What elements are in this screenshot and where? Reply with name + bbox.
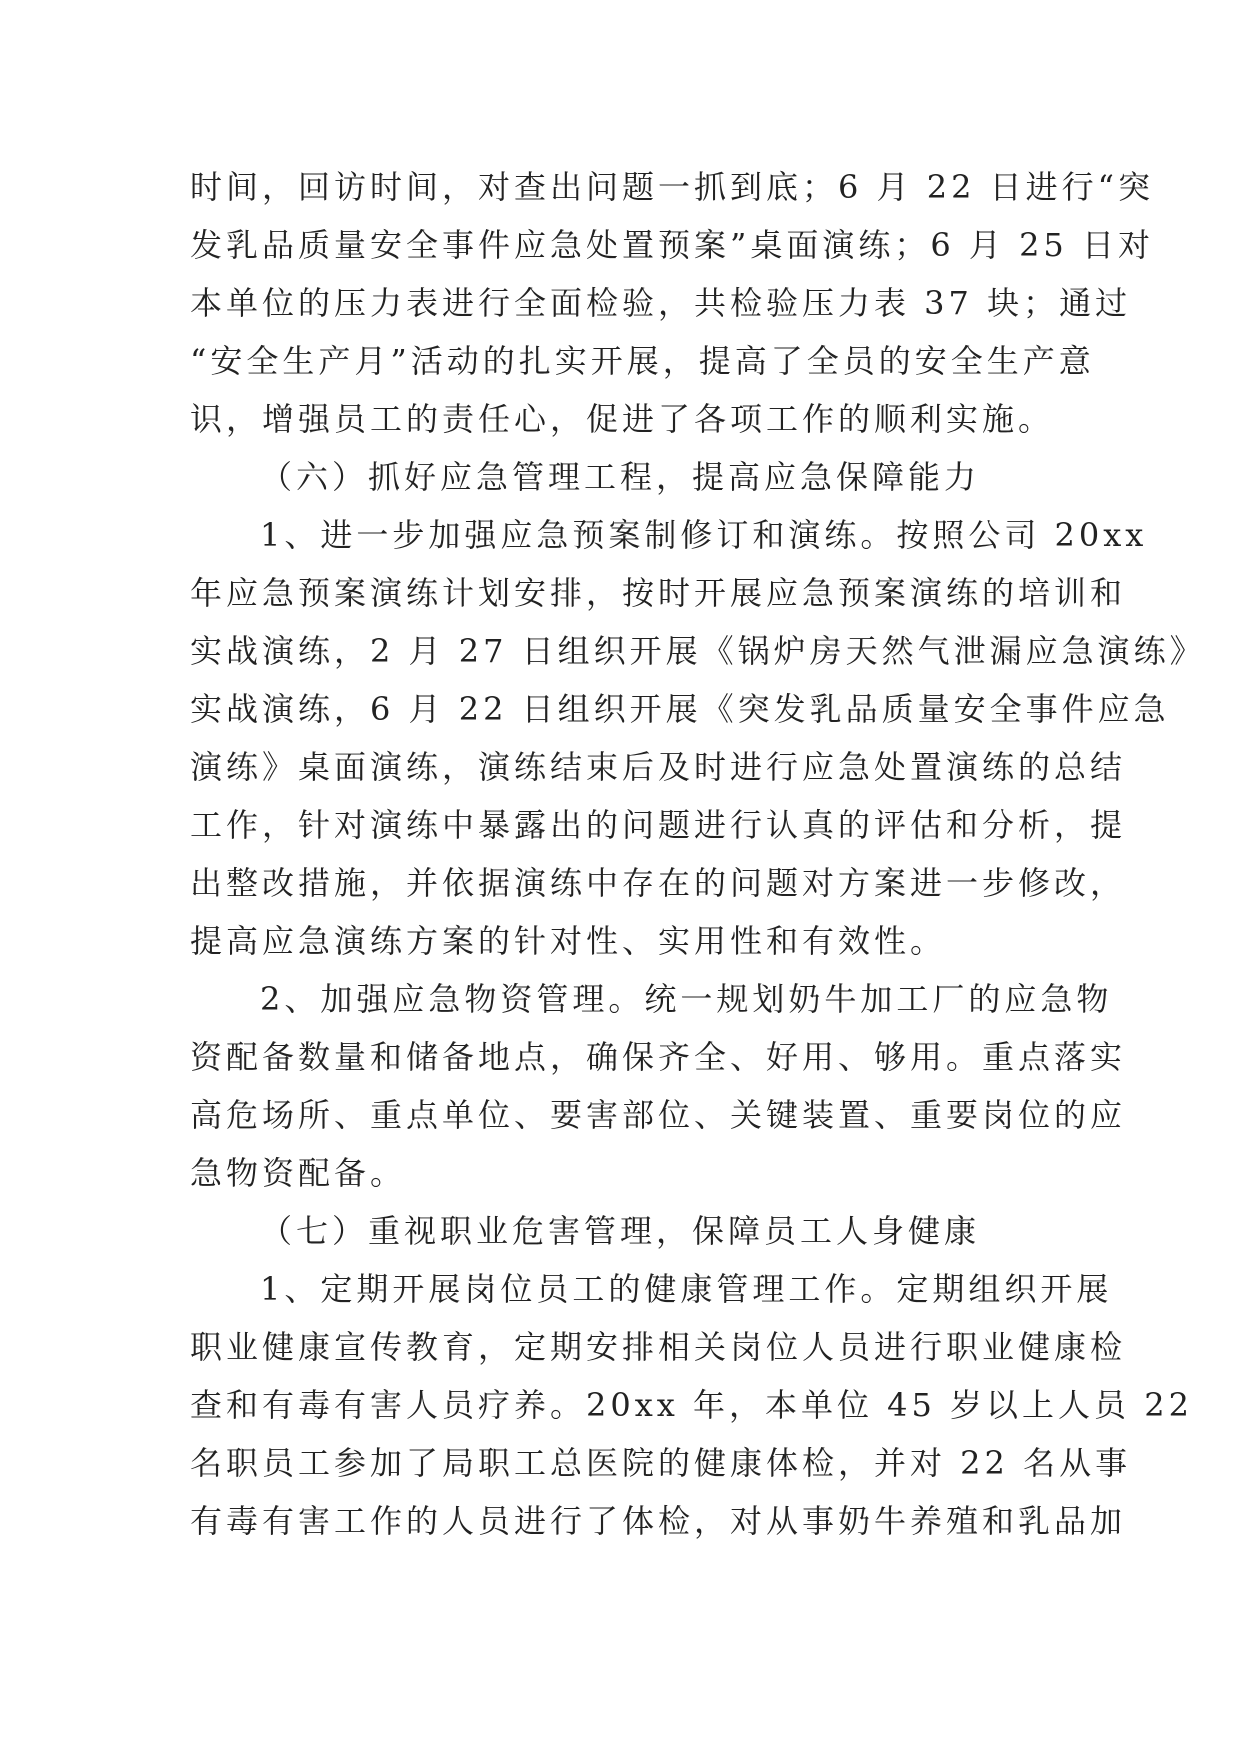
- paragraph-line: 1、定期开展岗位员工的健康管理工作。定期组织开展: [260, 1270, 1113, 1308]
- paragraph-line: 本单位的压力表进行全面检验，共检验压力表 37 块；通过: [190, 284, 1132, 322]
- paragraph-line: 发乳品质量安全事件应急处置预案”桌面演练；6 月 25 日对: [190, 226, 1154, 264]
- document-body: [190, 158, 1206, 1550]
- paragraph-line: 时间，回访时间，对查出问题一抓到底；6 月 22 日进行“突: [190, 168, 1154, 206]
- paragraph-line: 资配备数量和储备地点，确保齐全、好用、够用。重点落实: [190, 1038, 1127, 1076]
- paragraph-line: 出整改措施，并依据演练中存在的问题对方案进一步修改，: [190, 864, 1127, 902]
- paragraph-line: 1、进一步加强应急预案制修订和演练。按照公司 20xx: [260, 516, 1148, 554]
- paragraph-line: 职业健康宣传教育，定期安排相关岗位人员进行职业健康检: [190, 1328, 1127, 1366]
- paragraph-line: 识，增强员工的责任心，促进了各项工作的顺利实施。: [190, 400, 1055, 438]
- paragraph-line: 急物资配备。: [190, 1154, 407, 1192]
- paragraph-line: “安全生产月”活动的扎实开展，提高了全员的安全生产意: [190, 342, 1095, 380]
- paragraph-line: 高危场所、重点单位、要害部位、关键装置、重要岗位的应: [190, 1096, 1127, 1134]
- paragraph-line: 有毒有害工作的人员进行了体检，对从事奶牛养殖和乳品加: [190, 1502, 1127, 1540]
- paragraph-line: 2、加强应急物资管理。统一规划奶牛加工厂的应急物: [260, 980, 1113, 1018]
- paragraph-line: 工作，针对演练中暴露出的问题进行认真的评估和分析，提: [190, 806, 1127, 844]
- section-heading-seven: （七）重视职业危害管理，保障员工人身健康: [260, 1212, 981, 1250]
- paragraph-line: 年应急预案演练计划安排，按时开展应急预案演练的培训和: [190, 574, 1127, 612]
- paragraph-line: 提高应急演练方案的针对性、实用性和有效性。: [190, 922, 947, 960]
- paragraph-line: 名职员工参加了局职工总医院的健康体检，并对 22 名从事: [190, 1444, 1132, 1482]
- paragraph-line: 查和有毒有害人员疗养。20xx 年，本单位 45 岁以上人员 22: [190, 1386, 1193, 1424]
- section-heading-six: （六）抓好应急管理工程，提高应急保障能力: [260, 458, 981, 496]
- paragraph-line: 演练》桌面演练，演练结束后及时进行应急处置演练的总结: [190, 748, 1127, 786]
- paragraph-line: 实战演练，2 月 27 日组织开展《锅炉房天然气泄漏应急演练》: [190, 632, 1206, 670]
- paragraph-line: 实战演练，6 月 22 日组织开展《突发乳品质量安全事件应急: [190, 690, 1170, 728]
